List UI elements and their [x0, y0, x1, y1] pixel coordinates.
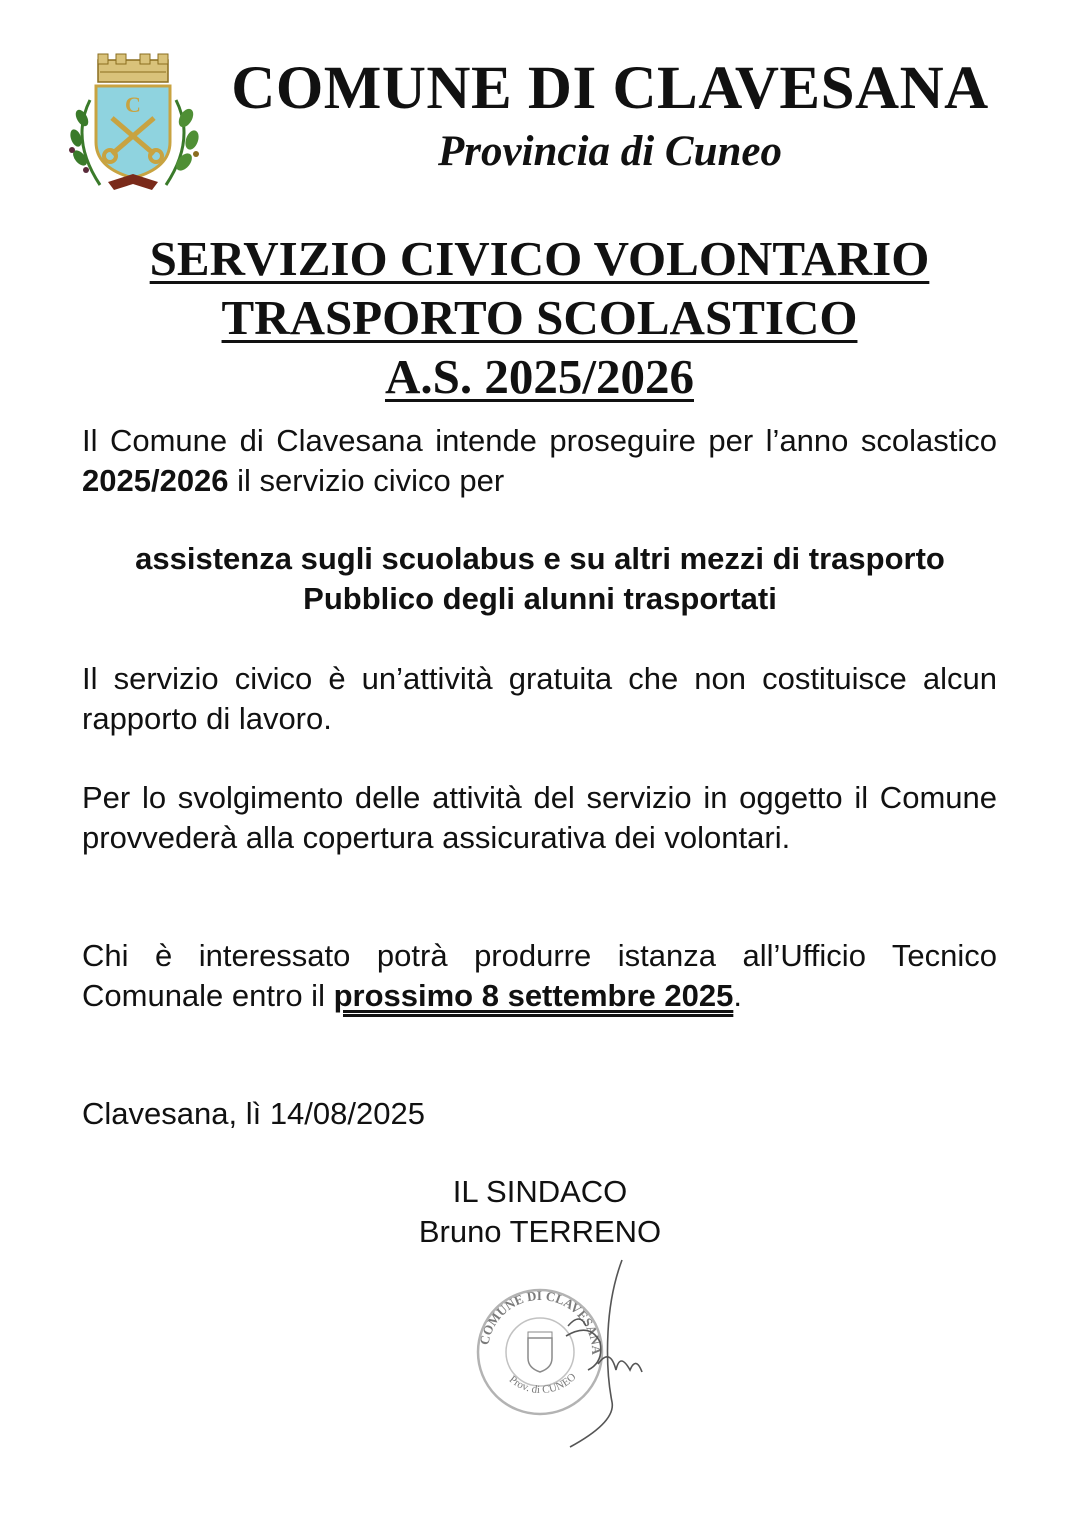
notice-heading-line1: SERVIZIO CIVICO VOLONTARIO — [149, 231, 930, 286]
notice-heading-line2: TRASPORTO SCOLASTICO — [221, 290, 858, 345]
service-description: assistenza sugli scuolabus e su altri mezzi di trasporto Pubblico degli alunni trasportati — [135, 541, 945, 616]
mayor-name: Bruno TERRENO — [418, 1214, 662, 1249]
province-subtitle: Provincia di Cuneo — [437, 128, 783, 175]
signature-block — [340, 1172, 740, 1252]
place-and-date: Clavesana, lì 14/08/2025 — [82, 1096, 425, 1131]
intro-paragraph: Il Comune di Clavesana intende proseguire per l’anno scolastico 2025/2026 il servizio civico per — [82, 423, 997, 498]
application-paragraph: Chi è interessato potrà produrre istanza all’Ufficio Tecnico Comunale entro il prossimo 8 settembre 2025. — [82, 938, 997, 1013]
official-stamp-and-signature-icon — [470, 1252, 650, 1452]
deadline-date: prossimo 8 settembre 2025 — [333, 978, 734, 1013]
voluntary-paragraph: Il servizio civico è un’attività gratuita che non costituisce alcun rapporto di lavoro. — [82, 661, 997, 736]
school-year: 2025/2026 — [82, 463, 229, 498]
municipality-title: COMUNE DI CLAVESANA — [231, 55, 989, 122]
mayor-role: IL SINDACO — [452, 1174, 628, 1209]
insurance-paragraph: Per lo svolgimento delle attività del servizio in oggetto il Comune provvederà alla copertura assicurativa dei volontari. — [82, 780, 997, 855]
stamp-text-top: COMUNE DI CLAVESANA — [476, 1287, 605, 1356]
notice-heading-line3: A.S. 2025/2026 — [384, 349, 694, 404]
stamp-text-bottom: Prov. di CUNEO — [506, 1371, 579, 1397]
municipal-crest-icon — [60, 50, 206, 195]
crest-letter: C — [125, 92, 141, 117]
